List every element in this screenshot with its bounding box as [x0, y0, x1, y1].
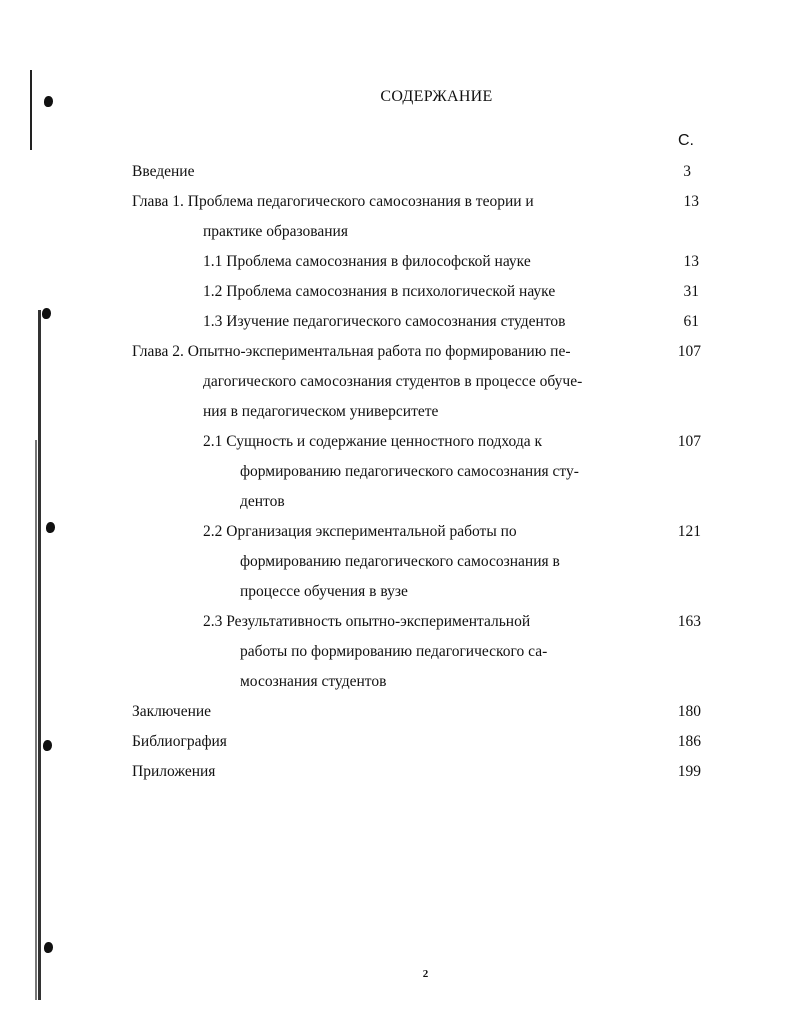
toc-entry-section-2-1-cont: формированию педагогического самосознания сту-	[240, 463, 579, 480]
toc-page-introduction: 3	[683, 163, 691, 180]
toc-entry-chapter-2-cont: ния в педагогическом университете	[203, 403, 439, 420]
toc-page-section-2-3: 163	[677, 613, 701, 630]
toc-entry-bibliography: Библиография	[132, 733, 227, 750]
toc-entry-chapter-1-cont: практике образования	[203, 223, 348, 240]
toc-entry-section-2-3-cont: работы по формированию педагогического са-	[240, 643, 548, 660]
toc-page-chapter-1: 13	[683, 193, 699, 210]
toc-entry-conclusion: Заключение	[132, 703, 212, 720]
toc-entry-section-2-1: 2.1 Сущность и содержание ценностного подхода к	[203, 433, 543, 450]
toc-page-section-2-1: 107	[677, 433, 701, 450]
toc-page-section-1-3: 61	[683, 313, 699, 330]
toc-entry-section-2-3: 2.3 Результативность опытно-экспериментальной	[203, 613, 531, 630]
toc-page-conclusion: 180	[677, 703, 701, 720]
toc-page-section-1-2: 31	[683, 283, 699, 300]
page-number: 2	[422, 968, 429, 980]
toc-entry-section-2-3-cont: мосознания студентов	[240, 673, 387, 690]
toc-entry-chapter-2: Глава 2. Опытно-экспериментальная работа по формированию пе-	[132, 343, 571, 360]
toc-entry-section-2-2: 2.2 Организация экспериментальной работы по	[203, 523, 517, 540]
toc-entry-section-2-2-cont: формированию педагогического самосознания в	[240, 553, 560, 570]
document-title: СОДЕРЖАНИЕ	[380, 88, 493, 105]
toc-entry-section-1-2: 1.2 Проблема самосознания в психологической науке	[203, 283, 556, 300]
toc-entry-section-1-1: 1.1 Проблема самосознания в философской науке	[203, 253, 531, 270]
toc-entry-section-1-3: 1.3 Изучение педагогического самосознания студентов	[203, 313, 566, 330]
toc-entry-section-2-1-cont: дентов	[240, 493, 285, 510]
page-column-label: С.	[678, 132, 694, 149]
scan-binding-edge	[30, 60, 52, 1030]
toc-entry-introduction: Введение	[132, 163, 195, 180]
toc-entry-section-2-2-cont: процессе обучения в вузе	[240, 583, 408, 600]
toc-page-chapter-2: 107	[677, 343, 701, 360]
toc-page-appendices: 199	[677, 763, 701, 780]
toc-page-bibliography: 186	[677, 733, 701, 750]
toc-page-section-1-1: 13	[683, 253, 699, 270]
toc-entry-chapter-1: Глава 1. Проблема педагогического самосознания в теории и	[132, 193, 534, 210]
toc-page-section-2-2: 121	[677, 523, 701, 540]
toc-entry-chapter-2-cont: дагогического самосознания студентов в процессе обуче-	[203, 373, 583, 390]
toc-entry-appendices: Приложения	[132, 763, 216, 780]
